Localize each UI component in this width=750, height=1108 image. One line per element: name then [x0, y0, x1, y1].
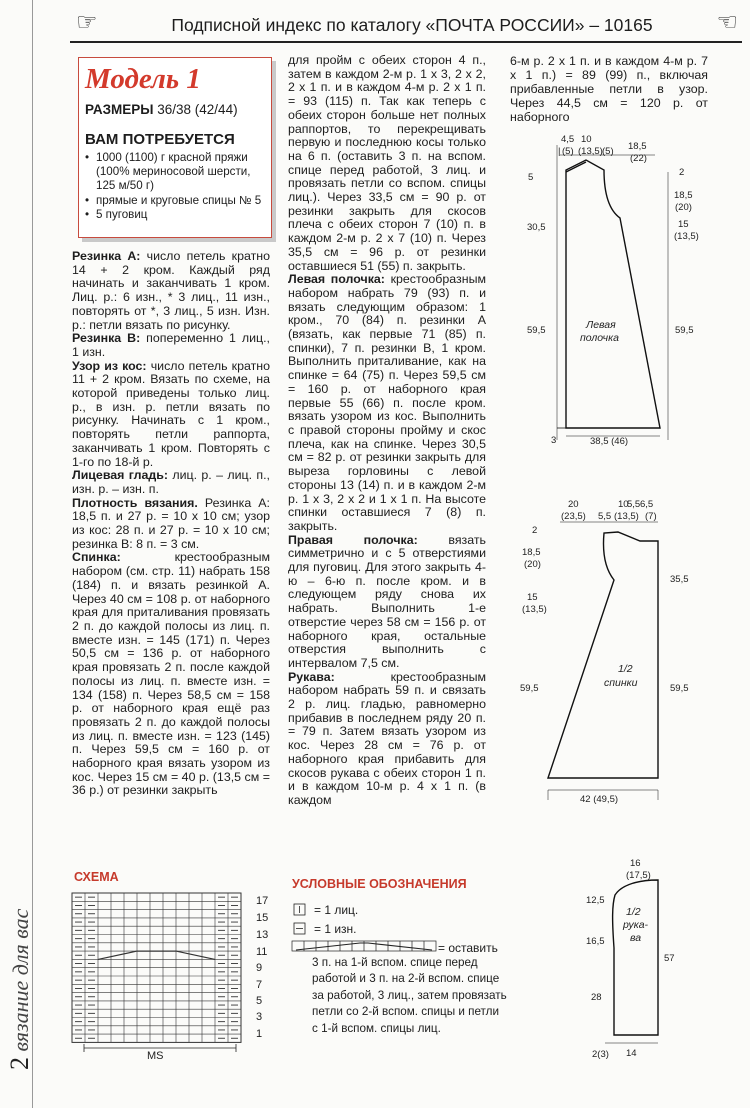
- legend-title: УСЛОВНЫЕ ОБОЗНАЧЕНИЯ: [292, 877, 467, 891]
- subscription-index: Подписной индекс по каталогу «ПОЧТА РОССИИ» – 10165: [171, 15, 653, 35]
- dim: 15: [527, 592, 538, 603]
- dim: (20): [675, 202, 692, 213]
- magazine-name: вязание для вас: [8, 908, 33, 1052]
- paragraph-right-front: Правая полочка: вязать симметрично и с 5 отверстиями для пуговиц. Для этого закрыть 4-ю – 6-ю п. после кром. и в следующем ряду снова их набрать. Выполнить 1-е отверстие через 58 см = 156 р. от наборного края, остальные отверстия выполнить с интервалом 7,5 см.: [288, 532, 486, 670]
- paragraph-gauge: Плотность вязания. Резинка А: 18,5 п. и 27 р. = 10 х 10 см; узор из кос: 28 п. и 27 р. = 10 х 10 см; резинка В: 8 п. = 3 см.: [72, 495, 270, 551]
- dim: (5): [562, 146, 574, 157]
- dim: |: [558, 146, 561, 157]
- dim: 18,5: [674, 190, 693, 201]
- piece-label: полочка: [580, 332, 619, 344]
- page-number: 2: [5, 1057, 34, 1070]
- dim: (13,5): [674, 231, 699, 242]
- dim: 42 (49,5): [580, 794, 619, 805]
- paragraph-sleeves: Рукава: крестообразным набором набрать 59 п. и связать 2 р. лиц. гладью, равномерно прибавив в последнем ряду 20 п. = 79 п. Затем вязать узором из кос. Через 28 см = 76 р. от наборного края прибавить для скосов рукава с обеих сторон 1 п. и в каждом 10-м р. 4 х 1 п. (в каждом: [288, 669, 486, 807]
- material-buttons: • 5 пуговиц: [85, 208, 267, 222]
- paragraph-cable-pattern: Узор из кос: число петель кратно 11 + 2 кром. Вязать по схеме, на которой приведены только лиц. р., в изн. р. петли вязать по рисунку. Начинать с 1 кром., повторять петли раппорта, заканчивать 1 кром. Повторять с 1-го по 18-й р.: [72, 358, 270, 469]
- dim: 5: [528, 172, 534, 183]
- sleeve-pattern: [605, 880, 658, 1043]
- rapport-label: MS: [147, 1050, 164, 1062]
- dim: 5,5: [598, 511, 612, 522]
- piece-label: Левая: [586, 319, 616, 331]
- legend-knit: = 1 лиц.: [314, 903, 359, 917]
- dim: 4,5: [561, 134, 575, 145]
- legend-cable-desc: 3 п. на 1-й вспом. спице перед работой и 3 п. на 2-й вспом. спице за работой, 3 лиц., затем провязать петли со 2-й вспом. спицы и петли с 1-й вспом. спицы лиц.: [312, 956, 507, 1035]
- row-number: 15: [256, 912, 269, 924]
- row-number: 11: [256, 946, 268, 958]
- legend-purl: = 1 изн.: [314, 922, 357, 936]
- dim: 30,5: [527, 222, 546, 233]
- dim: 16: [630, 858, 641, 869]
- sizes-value: 36/38 (42/44): [157, 102, 238, 117]
- piece-label: 1/2: [618, 663, 633, 675]
- left-front-pattern: [557, 145, 668, 440]
- dim: 15: [678, 219, 689, 230]
- dim: 16,5: [586, 936, 605, 947]
- row-number: 3: [256, 1011, 263, 1023]
- schema-title: СХЕМА: [74, 870, 119, 884]
- piece-label: спинки: [604, 677, 638, 689]
- dim: (23,5): [561, 511, 586, 522]
- dim: (5): [602, 146, 614, 157]
- dim: 18,5: [628, 141, 647, 152]
- dim: 6,5: [640, 499, 654, 510]
- row-number: 1: [256, 1028, 263, 1040]
- row-number: 17: [256, 895, 269, 907]
- back-pattern: [548, 522, 658, 800]
- dim: (17,5): [626, 870, 651, 881]
- dim: (7): [645, 511, 657, 522]
- model-title: Модель 1: [85, 63, 201, 95]
- piece-label: 1/2: [626, 906, 641, 918]
- material-yarn: • 1000 (1100) г красной пряжи (100% мериносовой шерсти, 125 м/50 г): [85, 151, 267, 194]
- dim: 18,5: [522, 547, 541, 558]
- dim: 14: [626, 1048, 637, 1059]
- dim: (13,5): [522, 604, 547, 615]
- chart-row-numbers: [256, 895, 268, 1040]
- dim: (13,5): [578, 146, 603, 157]
- material-needles: • прямые и круговые спицы № 5: [85, 194, 267, 208]
- dim: 59,5: [675, 325, 694, 336]
- piece-label: рука-: [623, 919, 649, 931]
- paragraph-back: Спинка: крестообразным набором (см. стр. 11) набрать 158 (184) п. и вязать резинкой А. Через 40 см = 108 р. от наборного края для приталивания провязать 2 п. до каждой полосы из лиц. п. вместе изн. = 145 (171) п. Через 50,5 см = 136 р. от наборного края провязать 2 п. после каждой полосы из лиц. п. вместе изн. = 134 (158) п. Через 58,5 см = 158 р. от наборного края ещё раз провязать 2 п. до каждой полосы из лиц. п. вместе изн. = 123 (145) п. Через 59,5 см = 160 р. от наборного края вязать узором из кос. Через 15 см = 40 р. (13,5 см = 36 р.) от резинки закрыть: [72, 550, 270, 798]
- cable-symbol-icon: [292, 941, 436, 951]
- paragraph-rib-a: Резинка А: число петель кратно 14 + 2 кром. Каждый ряд начинать и заканчивать 1 кром. Лиц. р.: 6 изн., * 3 лиц., 11 изн., повторять от *, 3 лиц., 5 изн. Изн. р.: петли вязать по рисунку.: [72, 249, 270, 332]
- pointing-hand-right-icon: ☞: [76, 9, 98, 36]
- dim: 2: [532, 525, 538, 536]
- paragraph-stockinette: Лицевая гладь: лиц. р. – лиц. п., изн. р. – изн. п.: [72, 468, 270, 496]
- dim: 2: [679, 167, 685, 178]
- dim: 38,5 (46): [590, 436, 629, 447]
- dim: (13,5): [614, 511, 639, 522]
- pointing-hand-left-icon: ☜: [716, 9, 738, 36]
- paragraph-left-front: Левая полочка: крестообразным набором набрать 79 (93) п. и вязать следующим образом: 1 кром., 70 (84) п. резинки А (вязать, как первые 71 (85) п. спинки), 7 п. резинки В, 1 кром. Выполнить приталивание, как на спинке = 64 (75) п. Через 59,5 см = 160 р. от наборного края первые 55 (66) п. после кром. вязать узором из кос. Выполнить с правой стороны пройму и скос плеча, как на спинке. Через 30,5 см = 82 р. от резинки закрыть для выреза горловины с левой стороны 13 (14) п. и в каждом 2-м р. 1 х 3, 2 х 2 и 1 х 1 п. На высоте спинки оставшиеся 7 (8) п. закрыть.: [288, 272, 486, 533]
- dim: 10: [581, 134, 592, 145]
- dim: 59,5: [670, 683, 689, 694]
- dim: 57: [664, 953, 675, 964]
- paragraph-rib-b: Резинка В: попеременно 1 лиц., 1 изн.: [72, 331, 270, 359]
- dim: (22): [630, 153, 647, 164]
- row-number: 13: [256, 929, 269, 941]
- dim: 12,5: [586, 895, 605, 906]
- sizes-label: РАЗМЕРЫ: [85, 102, 154, 117]
- dim: (20): [524, 559, 541, 570]
- cable-chart: [72, 893, 241, 1042]
- dim: 20: [568, 499, 579, 510]
- dim: 5,5: [627, 499, 641, 510]
- dim: 10: [618, 499, 629, 510]
- dim: 3: [551, 435, 557, 446]
- row-number: 5: [256, 995, 263, 1007]
- paragraph-sleeves-cont: 6-м р. 2 х 1 п. и в каждом 4-м р. 7 х 1 п.) = 89 (99) п., включая прибавленные петли в узор. Через 44,5 см = 120 р. от наборного: [510, 54, 708, 124]
- legend-cable-eq: = оставить: [438, 941, 498, 955]
- row-number: 7: [256, 979, 263, 991]
- dim: 28: [591, 992, 602, 1003]
- cable-cross-mark: [98, 951, 215, 959]
- dim: 59,5: [527, 325, 546, 336]
- row-number: 9: [256, 962, 263, 974]
- dim: 2(3): [592, 1049, 609, 1060]
- dim: 59,5: [520, 683, 539, 694]
- materials-title: ВАМ ПОТРЕБУЕТСЯ: [85, 131, 235, 148]
- dim: 35,5: [670, 574, 689, 585]
- paragraph-back-cont: для пройм с обеих сторон 4 п., затем в каждом 2-м р. 1 х 3, 2 х 2, 2 х 1 п. и в каждом 4-м р. 2 х 1 п. = 93 (115) п. Так как теперь с обеих сторон больше нет полных раппортов, то перекрещивать первую и последнюю косы только на 6 п. (оставить 3 п. на вспом. спице перед работой, 3 лиц. и провязать петли со вспом. спицы лиц.). Через 33,5 см = 90 р. от резинки закрыть для скосов плеча с обеих сторон 7 (10) п. в каждом 2-м р. 2 х 7 (10) п. Через 35,5 см = 96 р. от резинки оставшиеся 51 (55) п. закрыть.: [288, 53, 486, 273]
- piece-label: ва: [630, 932, 642, 944]
- legend-symbols: [294, 904, 305, 934]
